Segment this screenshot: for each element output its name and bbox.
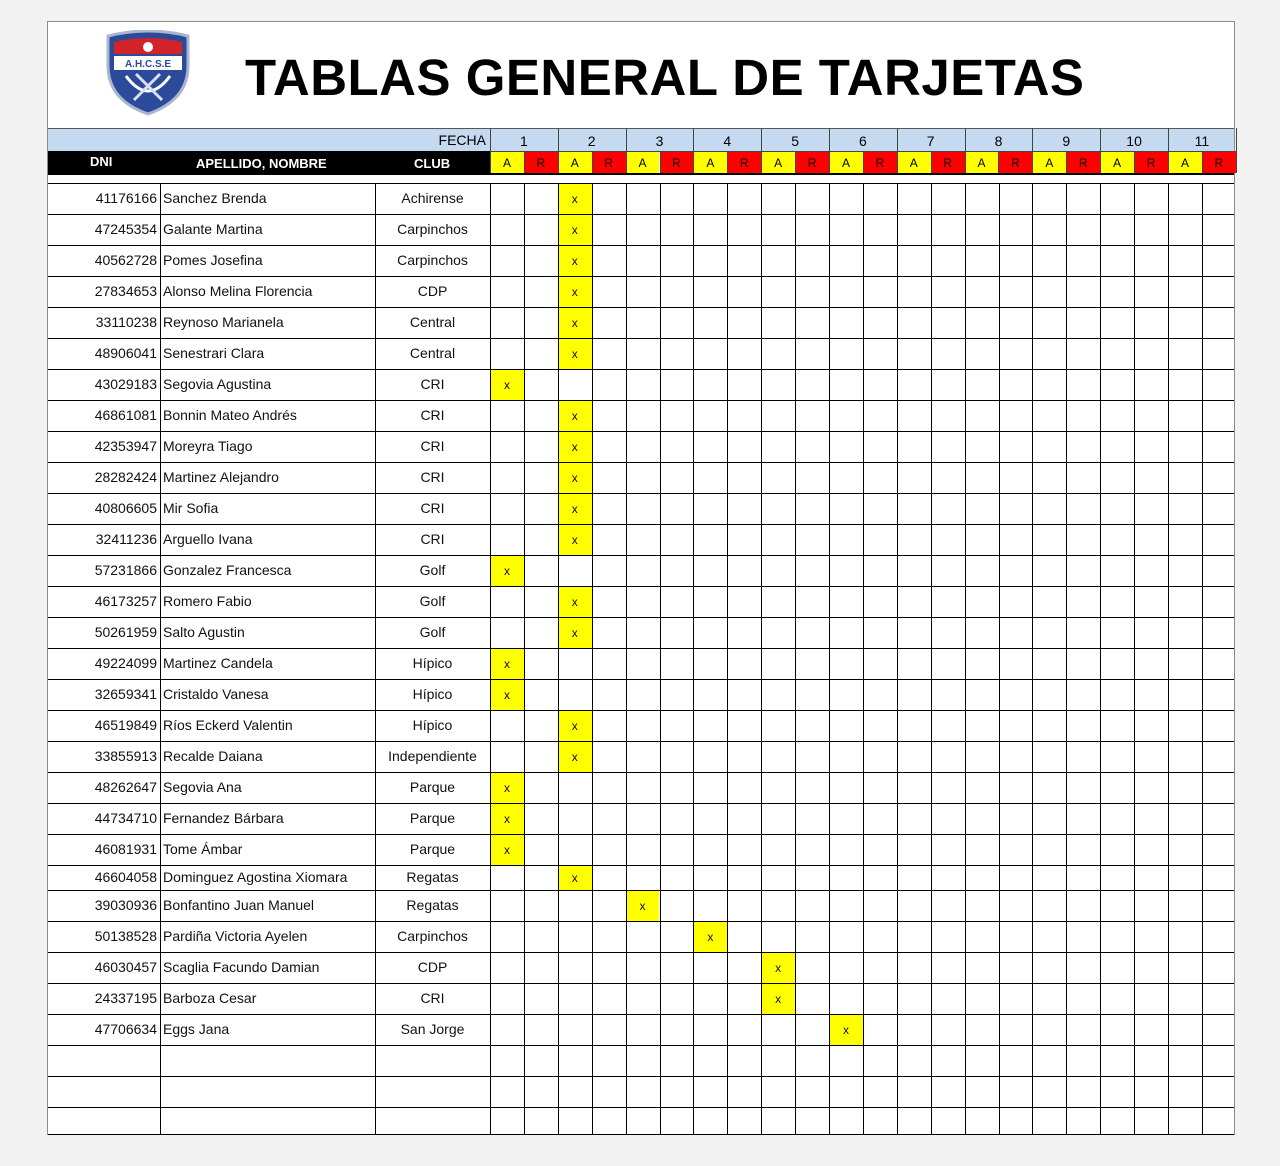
grid-line xyxy=(48,1045,1234,1046)
name-cell: Segovia Ana xyxy=(163,779,242,795)
card-mark: x xyxy=(571,223,578,237)
grid-line xyxy=(48,245,1234,246)
name-cell: Tome Ámbar xyxy=(163,841,243,857)
fecha-number: 2 xyxy=(587,133,596,149)
grid-line xyxy=(761,183,762,1134)
grid-line xyxy=(863,151,864,173)
roja-header: R xyxy=(943,156,952,170)
card-mark: x xyxy=(842,1023,849,1037)
card-mark: x xyxy=(571,347,578,361)
grid-line xyxy=(48,710,1234,711)
dni-cell: 57231866 xyxy=(94,562,157,578)
dni-cell: 48262647 xyxy=(94,779,157,795)
club-cell: CRI xyxy=(420,531,445,547)
club-cell: Central xyxy=(409,345,456,361)
grid-line xyxy=(48,524,1234,525)
club-cell: Parque xyxy=(409,841,456,857)
club-cell: CRI xyxy=(420,500,445,516)
grid-line xyxy=(660,183,661,1134)
roja-header: R xyxy=(1078,156,1088,170)
dni-cell: 32411236 xyxy=(95,531,157,547)
grid-line xyxy=(48,462,1234,463)
grid-line xyxy=(795,183,796,1134)
name-cell: Gonzalez Francesca xyxy=(163,562,292,578)
amarilla-header: A xyxy=(638,156,647,170)
name-header: APELLIDO, NOMBRE xyxy=(196,156,327,171)
fecha-number: 10 xyxy=(1126,133,1142,149)
card-mark: x xyxy=(571,440,578,454)
club-cell: Hípico xyxy=(412,655,453,671)
name-cell: Bonfantino Juan Manuel xyxy=(163,897,314,913)
grid-line xyxy=(727,151,728,173)
card-mark: x xyxy=(503,378,510,392)
grid-line xyxy=(48,214,1234,215)
card-mark: x xyxy=(571,750,578,764)
name-cell: Bonnin Mateo Andrés xyxy=(163,407,297,423)
fecha-number: 1 xyxy=(520,133,528,149)
grid-line xyxy=(48,1014,1234,1015)
grid-line xyxy=(48,648,1234,649)
name-cell: Alonso Melina Florencia xyxy=(163,283,313,299)
name-cell: Arguello Ivana xyxy=(163,531,253,547)
amarilla-header: A xyxy=(570,156,579,170)
grid-line xyxy=(48,276,1234,277)
dni-cell: 49224099 xyxy=(94,655,157,671)
name-cell: Dominguez Agostina Xiomara xyxy=(163,869,348,885)
card-mark: x xyxy=(571,871,578,885)
name-cell: Galante Martina xyxy=(163,221,263,237)
dni-cell: 46173257 xyxy=(94,593,157,609)
name-cell: Scaglia Facundo Damian xyxy=(163,959,320,975)
grid-line xyxy=(48,555,1234,556)
dni-cell: 41176166 xyxy=(95,190,157,206)
name-cell: Moreyra Tiago xyxy=(163,438,253,454)
name-cell: Eggs Jana xyxy=(163,1021,230,1037)
dni-cell: 40806605 xyxy=(94,500,157,516)
card-mark: x xyxy=(571,254,578,268)
grid-line xyxy=(1134,183,1135,1134)
cards-table xyxy=(48,22,1234,1134)
grid-line xyxy=(48,338,1234,339)
dni-cell: 47245354 xyxy=(94,221,157,237)
club-cell: CRI xyxy=(420,438,445,454)
grid-line xyxy=(48,617,1234,618)
amarilla-header: A xyxy=(774,156,783,170)
roja-header: R xyxy=(604,156,613,170)
grid-line xyxy=(693,183,694,1134)
card-mark: x xyxy=(503,688,510,702)
roja-header: R xyxy=(739,156,749,170)
page-title: TABLAS GENERAL DE TARJETAS xyxy=(245,49,1085,106)
card-mark: x xyxy=(571,285,578,299)
dni-cell: 46519849 xyxy=(94,717,157,733)
grid-line xyxy=(48,493,1234,494)
grid-line xyxy=(524,151,525,173)
grid-line xyxy=(48,865,1234,866)
dni-cell: 40562728 xyxy=(94,252,157,268)
club-cell: CRI xyxy=(420,407,445,423)
amarilla-header: A xyxy=(1045,156,1054,170)
grid-line xyxy=(48,772,1234,773)
club-cell: Carpinchos xyxy=(397,221,468,237)
roja-header: R xyxy=(1214,156,1224,170)
grid-line xyxy=(48,400,1234,401)
amarilla-header: A xyxy=(977,156,986,170)
card-mark: x xyxy=(571,316,578,330)
dni-cell: 33855913 xyxy=(94,748,157,764)
grid-line xyxy=(1100,183,1101,1134)
grid-line xyxy=(931,183,932,1134)
club-cell: Regatas xyxy=(406,869,459,885)
fecha-number: 5 xyxy=(791,133,799,149)
card-mark: x xyxy=(571,533,578,547)
club-cell: Independiente xyxy=(388,748,477,764)
card-mark: x xyxy=(503,843,510,857)
card-mark: x xyxy=(503,657,510,671)
dni-cell: 32659341 xyxy=(94,686,157,702)
club-cell: Carpinchos xyxy=(397,252,468,268)
name-cell: Pomes Josefina xyxy=(163,252,263,268)
club-cell: Golf xyxy=(419,593,446,609)
grid-line xyxy=(558,183,559,1134)
club-cell: Golf xyxy=(419,624,446,640)
grid-line xyxy=(48,173,1234,175)
grid-line xyxy=(931,151,932,173)
card-mark: x xyxy=(571,626,578,640)
dni-cell: 43029183 xyxy=(94,376,157,392)
grid-line xyxy=(48,834,1234,835)
grid-line xyxy=(660,151,661,173)
dni-cell: 42353947 xyxy=(94,438,157,454)
name-cell: Salto Agustin xyxy=(163,624,245,640)
dni-cell: 39030936 xyxy=(94,897,157,913)
name-cell: Ríos Eckerd Valentin xyxy=(163,717,293,733)
grid-line xyxy=(48,679,1234,680)
fecha-number: 8 xyxy=(994,133,1003,149)
grid-line xyxy=(863,183,864,1134)
grid-line xyxy=(524,183,525,1134)
grid-line xyxy=(626,183,627,1134)
dni-cell: 44734710 xyxy=(94,810,157,826)
grid-line xyxy=(1202,151,1203,173)
club-cell: Carpinchos xyxy=(397,928,468,944)
name-cell: Recalde Daiana xyxy=(163,748,263,764)
grid-line xyxy=(48,983,1234,984)
roja-header: R xyxy=(1146,156,1156,170)
grid-line xyxy=(48,741,1234,742)
roja-header: R xyxy=(672,156,681,170)
grid-line xyxy=(48,369,1234,370)
grid-line xyxy=(795,151,796,173)
grid-line xyxy=(48,1134,1234,1135)
name-cell: Romero Fabio xyxy=(163,593,252,609)
grid-line xyxy=(375,183,376,1134)
grid-line xyxy=(48,128,1234,129)
card-mark: x xyxy=(571,471,578,485)
dni-cell: 46030457 xyxy=(94,959,157,975)
club-cell: CDP xyxy=(417,959,448,975)
club-cell: Parque xyxy=(409,779,456,795)
spreadsheet-sheet xyxy=(47,21,1235,1135)
amarilla-header: A xyxy=(1113,156,1122,170)
card-mark: x xyxy=(639,899,646,913)
card-mark: x xyxy=(707,930,714,944)
grid-line xyxy=(829,183,830,1134)
grid-line xyxy=(1134,151,1135,173)
grid-line xyxy=(48,1107,1234,1108)
fecha-number: 9 xyxy=(1062,133,1071,149)
card-mark: x xyxy=(571,192,578,206)
dni-cell: 33110238 xyxy=(95,314,157,330)
name-cell: Segovia Agustina xyxy=(163,376,272,392)
card-mark: x xyxy=(571,595,578,609)
fecha-number: 6 xyxy=(859,133,867,149)
grid-line xyxy=(998,151,999,173)
name-cell: Reynoso Marianela xyxy=(163,314,284,330)
dni-header: DNI xyxy=(90,154,113,169)
roja-header: R xyxy=(536,156,546,170)
dni-cell: 27834653 xyxy=(94,283,157,299)
amarilla-header: A xyxy=(502,156,511,170)
name-cell: Mir Sofia xyxy=(163,500,219,516)
card-mark: x xyxy=(571,719,578,733)
card-mark: x xyxy=(503,781,510,795)
fecha-number: 11 xyxy=(1194,133,1210,149)
club-cell: Hípico xyxy=(412,717,453,733)
club-cell: Achirense xyxy=(401,190,464,206)
club-cell: Parque xyxy=(409,810,456,826)
club-cell: Regatas xyxy=(406,897,459,913)
grid-line xyxy=(965,183,966,1134)
card-mark: x xyxy=(571,502,578,516)
fecha-number: 3 xyxy=(655,133,664,149)
grid-line xyxy=(592,183,593,1134)
name-cell: Martinez Candela xyxy=(163,655,273,671)
club-cell: CRI xyxy=(420,376,445,392)
name-cell: Fernandez Bárbara xyxy=(163,810,284,826)
dni-cell: 46861081 xyxy=(94,407,157,423)
dni-cell: 47706634 xyxy=(94,1021,157,1037)
dni-cell: 24337195 xyxy=(94,990,157,1006)
grid-line xyxy=(48,803,1234,804)
grid-line xyxy=(999,183,1000,1134)
club-cell: Hípico xyxy=(412,686,453,702)
name-cell: Sanchez Brenda xyxy=(163,190,267,206)
card-mark: x xyxy=(503,564,510,578)
grid-line xyxy=(48,1076,1234,1077)
club-cell: CRI xyxy=(420,990,445,1006)
fecha-number: 7 xyxy=(926,133,935,149)
roja-header: R xyxy=(1011,156,1020,170)
name-cell: Martinez Alejandro xyxy=(163,469,279,485)
card-mark: x xyxy=(775,992,782,1006)
grid-line xyxy=(592,151,593,173)
card-mark: x xyxy=(571,409,578,423)
roja-header: R xyxy=(807,156,817,170)
fecha-label: FECHA xyxy=(438,132,486,148)
club-cell: San Jorge xyxy=(400,1021,465,1037)
grid-line xyxy=(1066,183,1067,1134)
grid-line xyxy=(897,183,898,1134)
club-cell: CDP xyxy=(417,283,448,299)
name-cell: Senestrari Clara xyxy=(163,345,265,361)
fecha-number: 4 xyxy=(723,133,732,149)
grid-line xyxy=(1066,151,1067,173)
dni-cell: 46081931 xyxy=(94,841,157,857)
club-cell: CRI xyxy=(420,469,445,485)
dni-cell: 50261959 xyxy=(94,624,157,640)
amarilla-header: A xyxy=(1180,156,1189,170)
dni-cell: 48906041 xyxy=(94,345,157,361)
grid-line xyxy=(727,183,728,1134)
grid-line xyxy=(48,183,1234,184)
grid-line xyxy=(48,952,1234,953)
card-mark: x xyxy=(775,961,782,975)
club-header: CLUB xyxy=(414,156,451,171)
club-cell: Central xyxy=(409,314,456,330)
grid-line xyxy=(490,151,1234,152)
amarilla-header: A xyxy=(706,156,715,170)
grid-line xyxy=(160,183,161,1134)
amarilla-header: A xyxy=(909,156,918,170)
dni-cell: 28282424 xyxy=(94,469,157,485)
amarilla-header: A xyxy=(841,156,850,170)
name-cell: Barboza Cesar xyxy=(163,990,257,1006)
grid-line xyxy=(48,307,1234,308)
logo-text: A.H.C.S.E xyxy=(124,59,172,70)
grid-line xyxy=(48,431,1234,432)
grid-line xyxy=(48,921,1234,922)
dni-cell: 46604058 xyxy=(94,869,157,885)
name-cell: Cristaldo Vanesa xyxy=(163,686,269,702)
grid-line xyxy=(1168,183,1169,1134)
grid-line xyxy=(490,183,491,1134)
grid-line xyxy=(1202,183,1203,1134)
grid-line xyxy=(1032,183,1033,1134)
card-mark: x xyxy=(503,812,510,826)
roja-header: R xyxy=(875,156,885,170)
name-cell: Pardiña Victoria Ayelen xyxy=(163,928,308,944)
dni-cell: 50138528 xyxy=(94,928,157,944)
grid-line xyxy=(1236,128,1237,173)
grid-line xyxy=(48,586,1234,587)
club-cell: Golf xyxy=(419,562,446,578)
